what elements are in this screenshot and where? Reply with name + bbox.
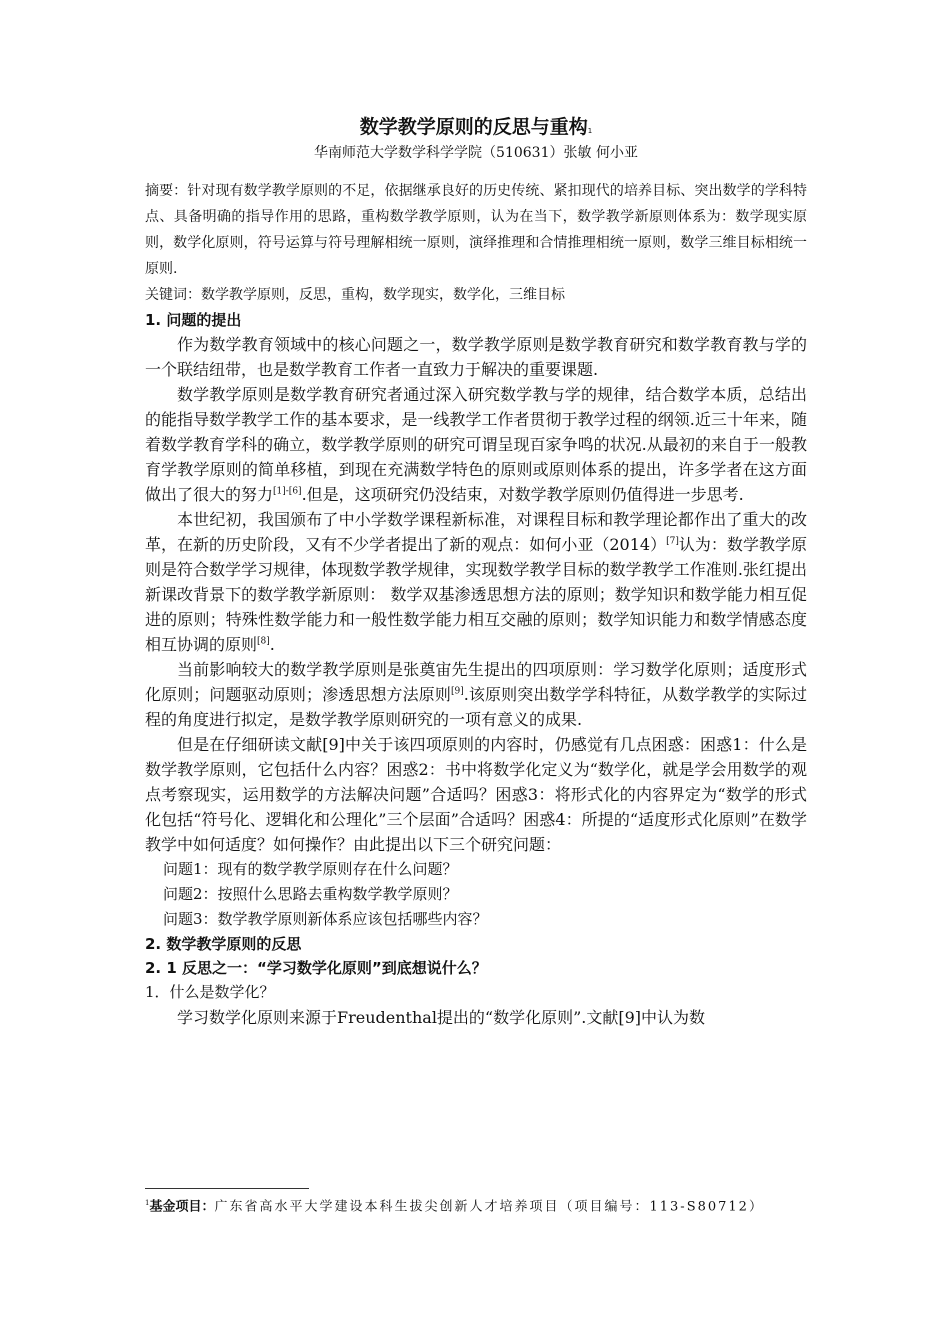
abstract — [145, 178, 807, 282]
paper-title: 数学教学原则的反思与重构$^1$ — [359, 116, 593, 138]
keywords — [145, 282, 807, 308]
footnote-text: 广东省高水平大学建设本科生拔尖创新人才培养项目（项目编号：113-S80712） — [214, 1199, 764, 1215]
paragraph: 数学教学原则是数学教育研究者通过深入研究数学教与学的规律，结合数学本质，总结出的能指导数学教学工作的基本要求，是一线教学工作者贯彻于教学过程的纲领.近三十年来，随着数学教育学科的确立，数学教学原则的研究可谓呈现百家争鸣的状况.从最初的来自于一般教育学教学原则的简单移植，到现在充满数学特色的原则或原则体系的提出，许多学者在这方面做出了很大的努力[1]-[6].但是，这项研究仍没结束，对数学教学原则仍值得进一步思考. — [145, 385, 807, 504]
paragraph: 作为数学教育领域中的核心问题之一，数学教学原则是数学教育研究和数学教育教与学的一个联结纽带，也是数学教育工作者一直致力于解决的重要课题. — [145, 335, 807, 379]
citation-ref: [9] — [450, 686, 464, 697]
keywords-text: 数学教学原则，反思，重构，数学现实，数学化，三维目标 — [201, 287, 565, 303]
title-footnote-mark: 1 — [587, 127, 593, 135]
paragraph: 本世纪初，我国颁布了中小学数学课程新标准，对课程目标和教学理论都作出了重大的改革，在新的历史阶段，又有不少学者提出了新的观点：如何小亚（2014）[7]认为：数学教学原则是符合数学学习规律，体现数学教学规律，实现数学教学目标的数学教学工作准则.张红提出新课改背景下的数学教学新原则： 数学双基渗透思想方法的原则；数学知识和数学能力相互促进的原则；特殊性数学能力和一般性数学能力相互交融的原则；数学知识能力和数学情感态度相互协调的原则[8]. — [145, 510, 807, 654]
footnote — [145, 1194, 807, 1216]
section-heading-2: 2. 数学教学原则的反思 — [145, 935, 302, 953]
section-heading-1: 1. 问题的提出 — [145, 311, 242, 329]
subsection-heading: 2. 1 反思之一：“学习数学化原则”到底想说什么？ — [145, 959, 487, 977]
abstract-text: 针对现有数学教学原则的不足，依据继承良好的历史传统、紧扣现代的培养目标、突出数学的学科特点、具备明确的指导作用的思路，重构数学教学原则，认为在当下，数学教学新原则体系为：数学现实原则，数学化原则，符号运算与符号理解相统一原则，演绎推理和合情推理相统一原则，数学三维目标相统一原则. — [145, 183, 808, 277]
footnote-mark: 1 — [145, 1199, 150, 1207]
research-question: 问题3：数学教学原则新体系应该包括哪些内容？ — [163, 910, 488, 928]
footnote-label: 基金项目： — [149, 1199, 215, 1215]
citation-ref: [1]-[6] — [273, 486, 302, 497]
citation-ref: [8] — [257, 636, 270, 647]
keywords-label: 关键词： — [145, 287, 201, 303]
author-line: 华南师范大学数学科学学院（510631）张敏 何小亚 — [314, 145, 638, 161]
list-item: 1．什么是数学化？ — [145, 983, 275, 1001]
paragraph: 学习数学化原则来源于Freudenthal提出的“数学化原则”.文献[9]中认为数 — [177, 1008, 706, 1027]
paper-page — [145, 112, 807, 1030]
paragraph: 但是在仔细研读文献[9]中关于该四项原则的内容时，仍感觉有几点困惑：困惑1：什么是数学教学原则，它包括什么内容？困惑2：书中将数学化定义为“数学化，就是学会用数学的观点考察现实，运用数学的方法解决问题”合适吗？困惑3：将形式化的内容界定为“数学的形式化包括“符号化、逻辑化和公理化”三个层面”合适吗？困惑4：所提的“适度形式化原则”在数学教学中如何适度？如何操作？由此提出以下三个研究问题： — [145, 735, 807, 854]
abstract-label: 摘要： — [145, 183, 188, 199]
research-question: 问题1：现有的数学教学原则存在什么问题？ — [163, 860, 458, 878]
research-question: 问题2：按照什么思路去重构数学教学原则？ — [163, 885, 458, 903]
footnote-divider — [145, 1188, 309, 1189]
paragraph: 当前影响较大的数学教学原则是张奠宙先生提出的四项原则：学习数学化原则；适度形式化原则；问题驱动原则；渗透思想方法原则[9].该原则突出数学学科特征，从数学教学的实际过程的角度进行拟定，是数学教学原则研究的一项有意义的成果. — [145, 660, 807, 729]
citation-ref: [7] — [666, 536, 679, 547]
